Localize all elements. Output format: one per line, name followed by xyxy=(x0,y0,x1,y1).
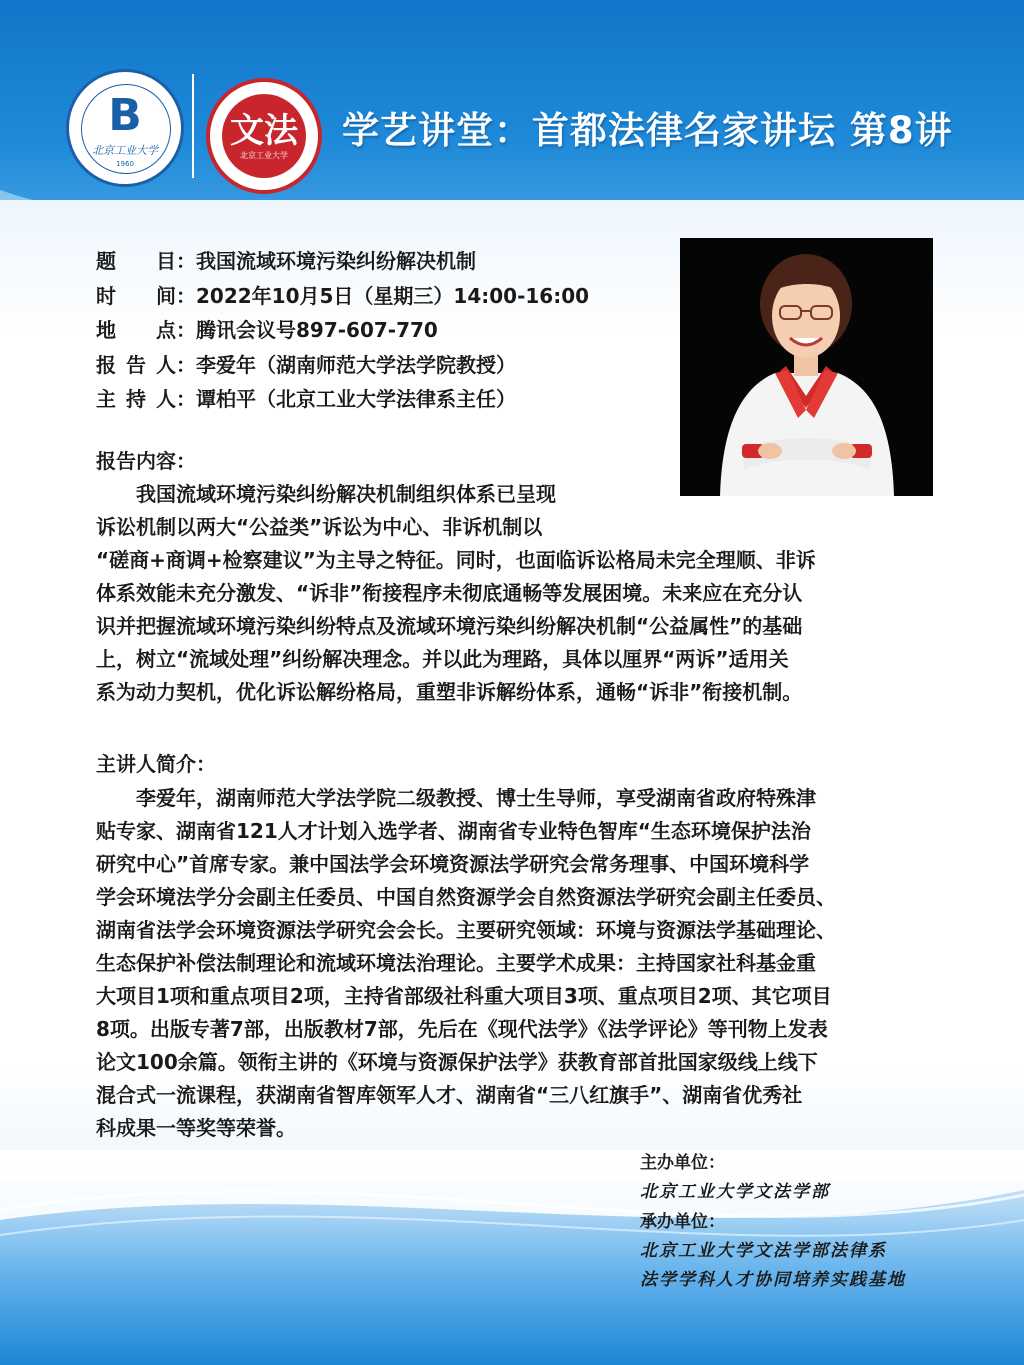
speaker-bio-heading: 主讲人简介： xyxy=(96,752,216,776)
co-organizer-label: 承办单位： xyxy=(640,1212,725,1232)
report-paragraph-line: 系为动力契机，优化诉讼解纷格局，重塑非诉解纷体系，通畅“诉非”衔接机制。 xyxy=(96,680,803,704)
speaker-bio-line: 生态保护补偿法制理论和流域环境法治理论。主要学术成果：主持国家社科基金重 xyxy=(96,951,816,975)
speaker-bio-line: 李爱年，湖南师范大学法学院二级教授、博士生导师，享受湖南省政府特殊津 xyxy=(96,786,816,810)
logo-divider xyxy=(192,74,194,178)
faculty-logo-script: 北京工业大学 xyxy=(240,151,288,160)
speaker-bio-line: 8项。出版专著7部，出版教材7部，先后在《现代法学》《法学评论》等刊物上发表 xyxy=(96,1017,828,1041)
report-paragraph-line: 上，树立“流域处理”纠纷解决理念。并以此为理路，具体以厘界“两诉”适用关 xyxy=(96,647,789,671)
info-label: 主持人 xyxy=(96,387,176,411)
banner-title: 学艺讲堂：首都法律名家讲坛 第8讲 xyxy=(342,109,953,152)
report-heading: 报告内容： xyxy=(96,449,196,473)
info-label: 题目 xyxy=(96,249,176,273)
co-organizer-name: 北京工业大学文法学部法律系 xyxy=(640,1241,887,1261)
report-paragraph-line: 诉讼机制以两大“公益类”诉讼为中心、非诉机制以 xyxy=(96,515,543,539)
info-value: 李爱年（湖南师范大学法学院教授） xyxy=(196,352,516,377)
bjut-logo-mark: B xyxy=(108,90,142,141)
info-label: 报告人 xyxy=(96,352,176,377)
speaker-photo xyxy=(680,238,933,496)
report-paragraph-line: 我国流域环境污染纠纷解决机制组织体系已呈现 xyxy=(96,482,556,506)
faculty-logo xyxy=(206,78,322,194)
report-paragraph-line: “磋商+商调+检察建议”为主导之特征。同时，也面临诉讼格局未完全理顺、非诉 xyxy=(96,548,816,572)
info-row-location: 地点：腾讯会议号897-607-770 xyxy=(96,313,656,348)
speaker-bio-line: 研究中心”首席专家。兼中国法学会环境资源法学研究会常务理事、中国环境科学 xyxy=(96,852,810,876)
speaker-bio-line: 混合式一流课程，获湖南省智库领军人才、湖南省“三八红旗手”、湖南省优秀社 xyxy=(96,1083,803,1107)
speaker-portrait-illustration xyxy=(680,238,933,496)
speaker-bio-line: 学会环境法学分会副主任委员、中国自然资源学会自然资源法学研究会副主任委员、 xyxy=(96,885,836,909)
info-value: 我国流域环境污染纠纷解决机制 xyxy=(196,249,476,273)
info-label: 地点 xyxy=(96,318,176,342)
info-row-topic: 题目：我国流域环境污染纠纷解决机制 xyxy=(96,244,656,279)
info-value: 2022年10月5日（星期三）14:00-16:00 xyxy=(196,283,590,308)
faculty-logo-seal xyxy=(222,94,306,178)
speaker-bio-line: 论文100余篇。领衔主讲的《环境与资源保护法学》获教育部首批国家级线上线下 xyxy=(96,1050,818,1074)
host-organizer-name: 北京工业大学文法学部 xyxy=(640,1182,830,1202)
bjut-logo xyxy=(66,69,184,187)
info-row-time: 时间：2022年10月5日（星期三）14:00-16:00 xyxy=(96,279,656,314)
speaker-bio-line: 贴专家、湖南省121人才计划入选学者、湖南省专业特色智库“生态环境保护法治 xyxy=(96,819,811,843)
info-value: 腾讯会议号897-607-770 xyxy=(196,318,438,342)
co-organizer-name: 法学学科人才协同培养实践基地 xyxy=(640,1270,906,1290)
faculty-logo-mark: 文法 xyxy=(230,111,298,151)
info-label: 时间 xyxy=(96,283,176,308)
speaker-bio-line: 大项目1项和重点项目2项，主持省部级社科重大项目3项、重点项目2项、其它项目 xyxy=(96,984,832,1008)
report-paragraph-line: 体系效能未充分激发、“诉非”衔接程序未彻底通畅等发展困境。未来应在充分认 xyxy=(96,581,803,605)
info-row-host: 主持人：谭柏平（北京工业大学法律系主任） xyxy=(96,382,656,417)
speaker-bio-line: 湖南省法学会环境资源法学研究会会长。主要研究领域：环境与资源法学基础理论、 xyxy=(96,918,836,942)
bjut-logo-script: 北京工业大学 xyxy=(92,144,158,157)
host-organizer-label: 主办单位： xyxy=(640,1153,725,1173)
info-row-speaker: 报告人：李爱年（湖南师范大学法学院教授） xyxy=(96,348,656,383)
bjut-logo-year: 1960 xyxy=(116,160,134,168)
speaker-bio-line: 科成果一等奖等荣誉。 xyxy=(96,1116,296,1140)
event-info-list xyxy=(96,244,656,417)
info-value: 谭柏平（北京工业大学法律系主任） xyxy=(196,387,516,411)
report-paragraph-line: 识并把握流域环境污染纠纷特点及流域环境污染纠纷解决机制“公益属性”的基础 xyxy=(96,614,803,638)
